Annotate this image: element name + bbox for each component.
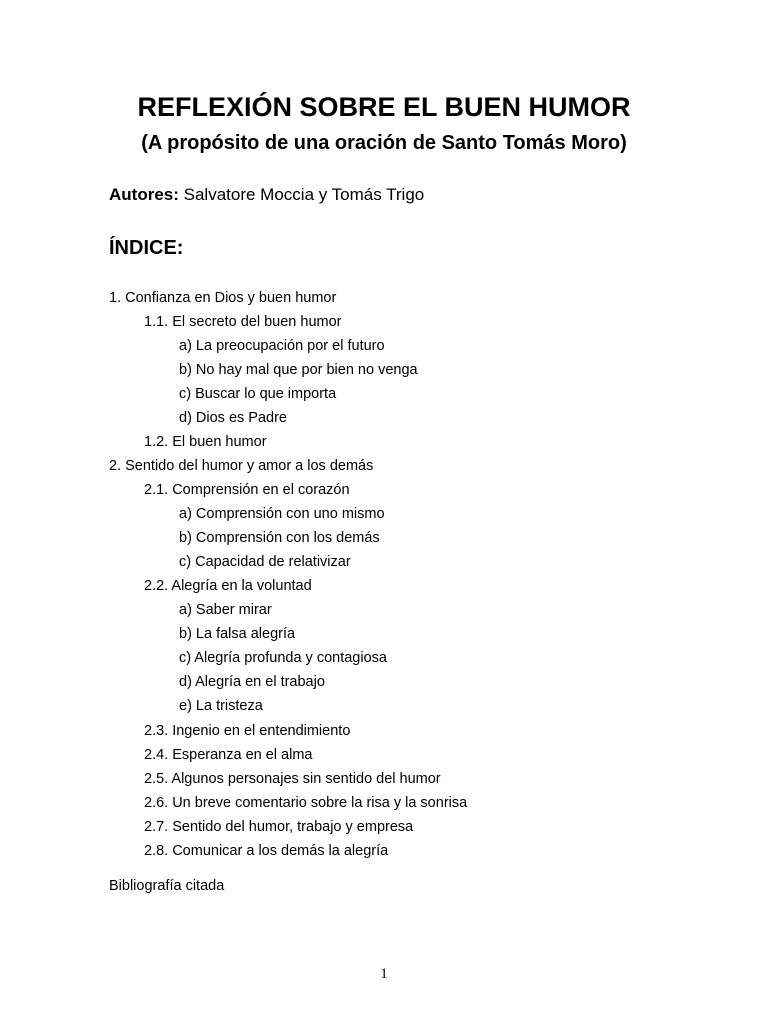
- toc-item: 2.3. Ingenio en el entendimiento: [144, 723, 351, 739]
- toc-item: a) Saber mirar: [179, 602, 272, 618]
- index-heading: ÍNDICE:: [109, 237, 184, 259]
- authors-label: Autores:: [109, 185, 179, 204]
- toc-item: c) Buscar lo que importa: [179, 386, 337, 402]
- toc-item: d) Alegría en el trabajo: [179, 674, 325, 690]
- page-number: 1: [380, 966, 388, 982]
- toc-item: 1.2. El buen humor: [144, 434, 267, 450]
- toc-item: 2.5. Algunos personajes sin sentido del humor: [144, 771, 441, 787]
- authors-value: Salvatore Moccia y Tomás Trigo: [178, 185, 425, 204]
- toc-item: 2.8. Comunicar a los demás la alegría: [144, 843, 389, 859]
- document-subtitle: (A propósito de una oración de Santo Tomás Moro): [141, 132, 627, 154]
- toc-item: e) La tristeza: [179, 698, 263, 714]
- bibliography-entry: Bibliografía citada: [109, 878, 225, 894]
- toc-item: c) Capacidad de relativizar: [179, 554, 351, 570]
- toc-item: b) La falsa alegría: [179, 626, 296, 642]
- toc-item: b) Comprensión con los demás: [179, 530, 380, 546]
- toc-item: 2.6. Un breve comentario sobre la risa y la sonrisa: [144, 795, 468, 811]
- toc-item: 2.4. Esperanza en el alma: [144, 747, 313, 763]
- toc-item: c) Alegría profunda y contagiosa: [179, 650, 387, 666]
- toc-item: b) No hay mal que por bien no venga: [179, 362, 418, 378]
- toc-item: d) Dios es Padre: [179, 410, 287, 426]
- toc-item: a) La preocupación por el futuro: [179, 338, 385, 354]
- toc-item: 1. Confianza en Dios y buen humor: [109, 290, 337, 306]
- toc-item: 2.2. Alegría en la voluntad: [144, 578, 312, 594]
- toc-item: 2.7. Sentido del humor, trabajo y empresa: [144, 819, 414, 835]
- toc-item: a) Comprensión con uno mismo: [179, 506, 385, 522]
- document-title: REFLEXIÓN SOBRE EL BUEN HUMOR: [137, 92, 631, 122]
- toc-item: 2.1. Comprensión en el corazón: [144, 482, 350, 498]
- toc-item: 2. Sentido del humor y amor a los demás: [109, 458, 374, 474]
- toc-item: 1.1. El secreto del buen humor: [144, 314, 342, 330]
